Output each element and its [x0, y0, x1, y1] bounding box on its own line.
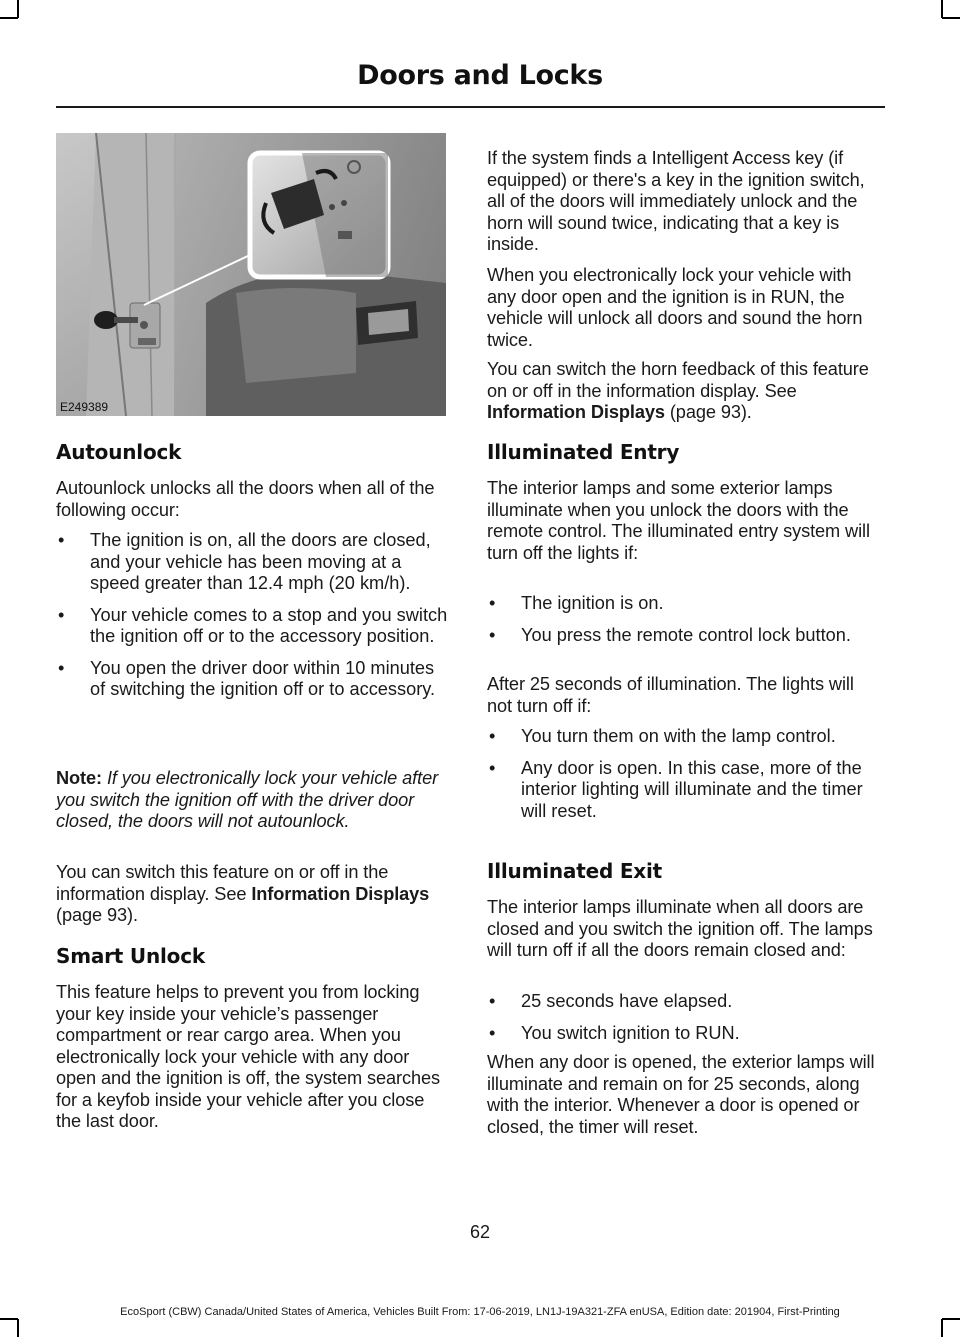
note-text: If you electronically lock your vehicle after you switch the ignition off with the driver door closed, the doors will not autounlock. [56, 768, 439, 831]
smart-unlock-text: This feature helps to prevent you from locking your key inside your vehicle’s passenger compartment or rear cargo area. When you electronically lock your vehicle with any door open and the ignition is off, the system searches for a keyfob inside your vehicle after you close the last door. [56, 982, 441, 1131]
list-item: • Your vehicle comes to a stop and you switch the ignition off or to the accessory position. [56, 605, 448, 648]
final-paragraph: When any door is opened, the exterior lamps will illuminate and remain on for 25 seconds, along with the interior. Whenever a door is opened or closed, the timer will reset. [487, 1052, 875, 1137]
horn-feedback-paragraph [487, 359, 883, 424]
list-item: • You switch ignition to RUN. [487, 1023, 879, 1045]
switch-paragraph [56, 862, 448, 927]
illuminated-exit-text: The interior lamps illuminate when all doors are closed and you switch the ignition off. The lamps will turn off if all the doors remain closed and: [487, 897, 873, 960]
autounlock-heading: Autounlock [56, 440, 182, 464]
crop-mark-top-right-v [941, 0, 943, 18]
crop-mark-top-left-v [17, 0, 19, 18]
crop-mark-top-right-h [942, 17, 960, 19]
list-item: • You press the remote control lock button. [487, 625, 879, 647]
door-illustration-svg [56, 133, 446, 416]
illuminated-entry-bullet-list [487, 593, 879, 646]
crop-mark-bottom-left-h [0, 1318, 18, 1320]
illuminated-exit-bullet-list [487, 991, 879, 1044]
crop-mark-top-left-h [0, 17, 18, 19]
figure-code: E249389 [60, 400, 109, 414]
illuminated-entry-heading: Illuminated Entry [487, 440, 680, 464]
see-word: See [764, 380, 797, 401]
information-displays-link-right[interactable]: Information Displays [487, 402, 665, 422]
list-item: • You turn them on with the lamp control. [487, 726, 883, 748]
illuminated-entry-text: The interior lamps and some exterior lamps illuminate when you unlock the doors with the remote control. The illuminated entry system will turn off the lights if: [487, 478, 870, 563]
intelligent-access-paragraph: If the system finds a Intelligent Access key (if equipped) or there's a key in the ignition switch, all of the doors will immediately unlock and the horn will sound twice, indicating that a key is inside. [487, 148, 865, 254]
note-label: Note: [56, 768, 102, 788]
horn-feedback-text: You can switch the horn feedback of this feature on or off in the information display. [487, 359, 869, 401]
list-item: • You open the driver door within 10 minutes of switching the ignition off or to accessory. [56, 658, 448, 701]
crop-mark-bottom-right-h [942, 1318, 960, 1320]
horn-paragraph: When you electronically lock your vehicle with any door open and the ignition is in RUN, the vehicle will unlock all doors and sound the horn twice. [487, 265, 863, 350]
page-ref-right: (page 93). [669, 402, 752, 422]
door-illustration [56, 133, 446, 416]
page-number: 62 [469, 1222, 491, 1242]
after-bullet-list [487, 726, 883, 822]
page-title: Doors and Locks [357, 60, 603, 91]
list-item: • 25 seconds have elapsed. [487, 991, 879, 1013]
illuminated-exit-heading: Illuminated Exit [487, 859, 663, 883]
switch-text: You can switch this feature on or off in the information display. See [56, 862, 389, 904]
footer-text: EcoSport (CBW) Canada/United States of America, Vehicles Built From: 17-06-2019, LN1J-19A321-ZFA enUSA, Edition date: 201904, First-Printing [120, 1306, 840, 1318]
switch-page-ref: (page 93). [56, 905, 138, 925]
autounlock-intro: Autounlock unlocks all the doors when all of the following occur: [56, 478, 435, 520]
header-rule [56, 106, 885, 108]
smart-unlock-heading: Smart Unlock [56, 944, 205, 968]
after-25-seconds-text: After 25 seconds of illumination. The lights will not turn off if: [487, 674, 854, 716]
autounlock-bullet-list [56, 530, 448, 701]
note-paragraph [56, 768, 448, 833]
list-item: • The ignition is on. [487, 593, 879, 615]
list-item: • The ignition is on, all the doors are closed, and your vehicle has been moving at a speed greater than 12.4 mph (20 km/h). [56, 530, 448, 595]
information-displays-link[interactable]: Information Displays [251, 883, 430, 904]
list-item: • Any door is open. In this case, more of the interior lighting will illuminate and the timer will reset. [487, 758, 883, 823]
crop-mark-bottom-left-v [17, 1319, 19, 1337]
crop-mark-bottom-right-v [941, 1319, 943, 1337]
